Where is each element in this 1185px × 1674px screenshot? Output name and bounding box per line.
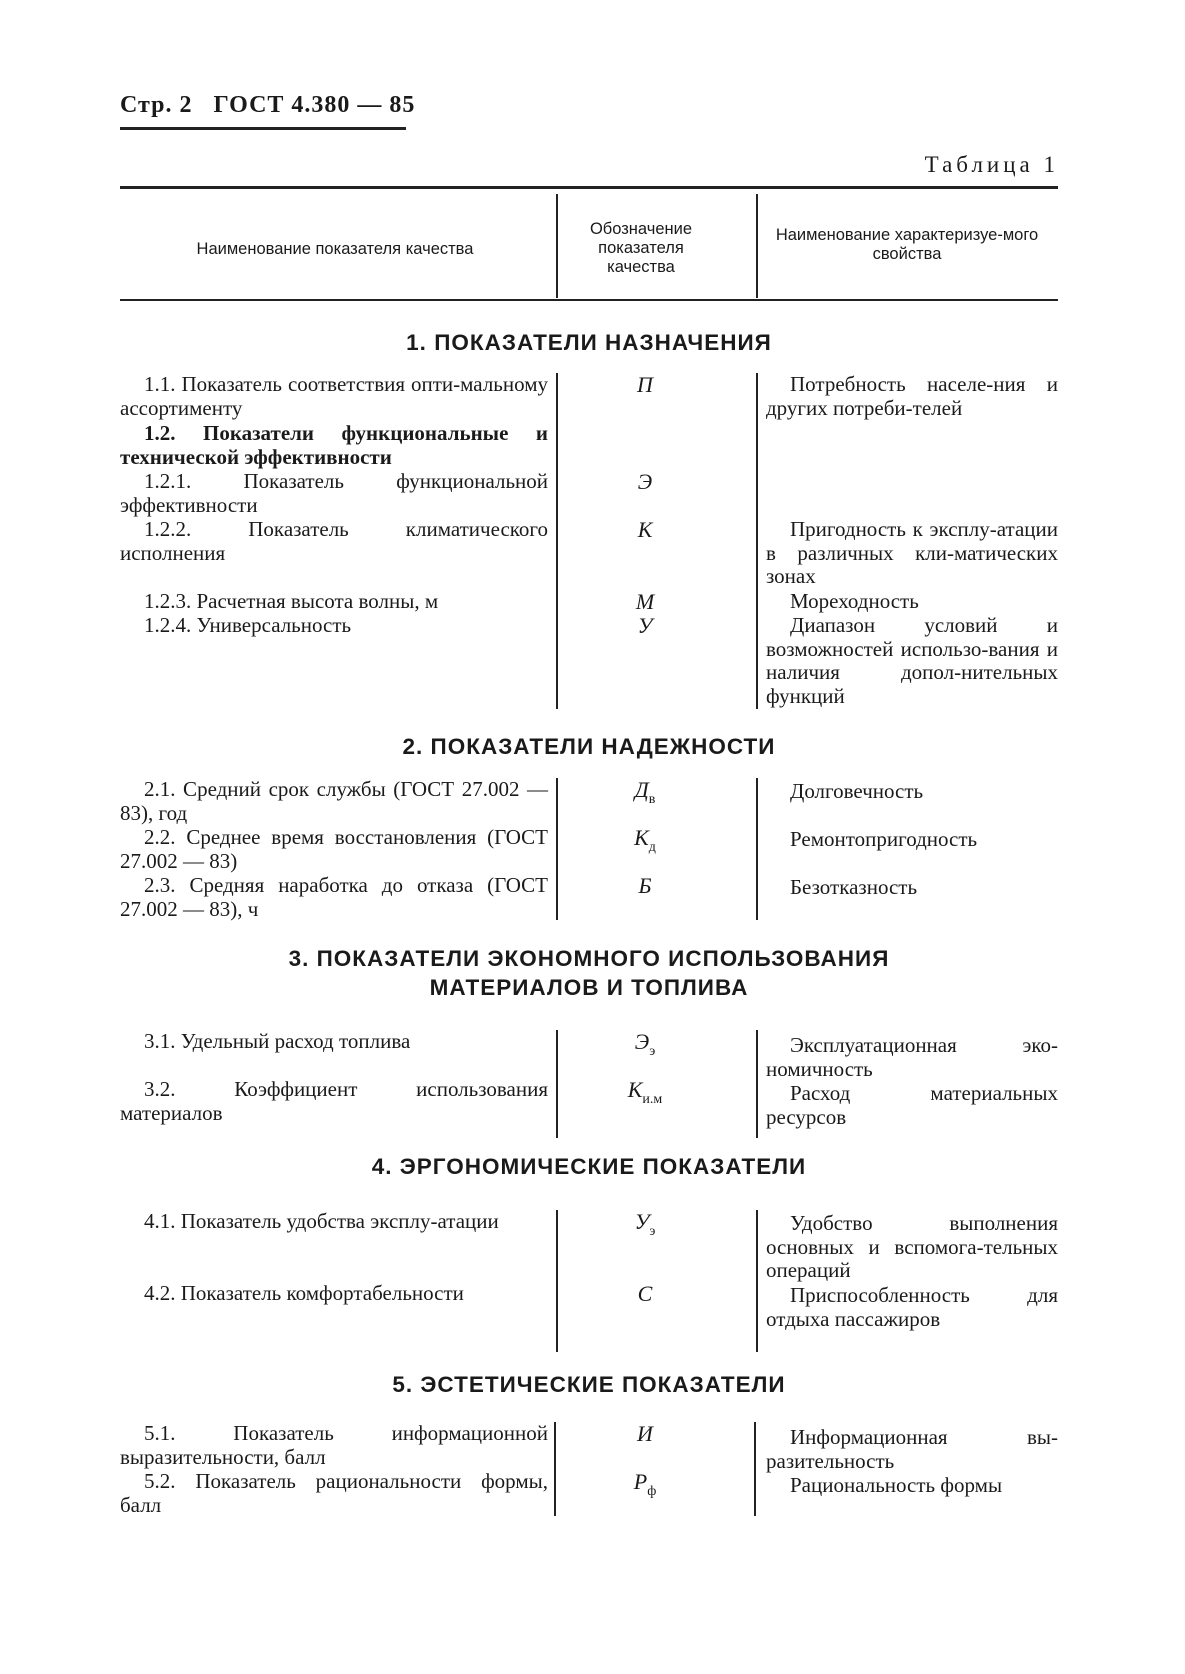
column-divider — [756, 373, 758, 709]
indicator-symbol: П — [637, 372, 653, 397]
indicator-name: 1.2.2. Показатель климатического исполнения — [120, 517, 548, 565]
indicator-symbol: Э — [637, 469, 653, 494]
section-title: 1. ПОКАЗАТЕЛИ НАЗНАЧЕНИЯ — [406, 330, 772, 355]
indicator-property: Ремонтопригодность — [790, 827, 978, 851]
indicator-property: Рациональность формы — [790, 1473, 1003, 1497]
column-divider — [556, 778, 558, 920]
indicator-symbol: $Э_э$ — [634, 1029, 656, 1059]
indicator-property: Приспособленность для отдыха пассажиров — [766, 1283, 1058, 1331]
indicator-symbol: Б — [638, 873, 652, 898]
indicator-name: 1.2.3. Расчетная высота волны, м — [144, 589, 439, 613]
indicator-property: Эксплуатационная эко-номичность — [766, 1033, 1058, 1081]
column-divider — [556, 1210, 558, 1352]
indicator-name: 4.2. Показатель комфортабельности — [144, 1281, 464, 1305]
page-number: Стр. 2 — [120, 92, 193, 118]
indicator-symbol: $К_{и.м}$ — [627, 1077, 663, 1107]
header-divider-right — [756, 194, 758, 298]
page-header — [120, 92, 415, 119]
indicator-name: 2.3. Средняя наработка до отказа (ГОСТ 27.002 — 83), ч — [120, 873, 548, 921]
indicator-name: 3.2. Коэффициент использования материалов — [120, 1077, 548, 1125]
section-title-continued: МАТЕРИАЛОВ И ТОПЛИВА — [429, 975, 749, 1000]
indicator-symbol: $Р_ф$ — [633, 1469, 657, 1499]
indicator-property: Безотказность — [790, 875, 918, 899]
indicator-symbol: У — [637, 613, 653, 638]
column-header-property: Наименование характеризуе-мого свойства — [775, 226, 1039, 263]
section-title: 5. ЭСТЕТИЧЕСКИЕ ПОКАЗАТЕЛИ — [392, 1372, 786, 1397]
table-top-rule — [120, 186, 1058, 189]
header-divider-left — [556, 194, 558, 298]
header-underline — [120, 127, 406, 130]
indicator-property: Информационная вы-разительность — [766, 1425, 1058, 1473]
indicator-name: 5.1. Показатель информационной выразительности, балл — [120, 1421, 548, 1469]
indicator-property: Мореходность — [790, 589, 919, 613]
indicator-property: Потребность населе-ния и других потреби-телей — [766, 372, 1058, 420]
column-header-symbol: Обозначение показателя качества — [589, 220, 693, 276]
indicator-property: Пригодность к эксплу-атации в различных кли-матических зонах — [766, 517, 1058, 589]
indicator-name: 1.2.4. Универсальность — [144, 613, 352, 637]
indicator-property: Диапазон условий и возможностей использо-вания и наличия допол-нительных функций — [766, 613, 1058, 708]
indicator-name: 2.1. Средний срок службы (ГОСТ 27.002 — 83), год — [120, 777, 548, 825]
indicator-symbol: И — [637, 1421, 653, 1446]
table-label: Таблица 1 — [924, 152, 1059, 177]
indicator-name: 1.2.1. Показатель функциональной эффективности — [120, 469, 548, 517]
column-divider — [756, 778, 758, 920]
indicator-group-name: 1.2. Показатели функциональные и технической эффективности — [120, 421, 548, 469]
standard-number: ГОСТ 4.380 — 85 — [213, 92, 416, 118]
indicator-symbol: С — [637, 1281, 653, 1306]
section-title: 2. ПОКАЗАТЕЛИ НАДЕЖНОСТИ — [402, 734, 776, 759]
indicator-name: 2.2. Среднее время восстановления (ГОСТ 27.002 — 83) — [120, 825, 548, 873]
indicator-symbol: М — [635, 589, 655, 614]
column-divider — [556, 1030, 558, 1138]
section-title: 3. ПОКАЗАТЕЛИ ЭКОНОМНОГО ИСПОЛЬЗОВАНИЯ — [288, 946, 890, 971]
column-divider — [754, 1422, 756, 1516]
indicator-property: Удобство выполнения основных и вспомога-тельных операций — [766, 1211, 1058, 1283]
indicator-symbol: $К_д$ — [634, 825, 656, 855]
column-header-name: Наименование показателя качества — [196, 240, 474, 258]
table-header-bottom-rule — [120, 299, 1058, 301]
column-divider — [554, 1422, 556, 1516]
indicator-symbol: $Д_в$ — [634, 777, 656, 807]
column-divider — [756, 1030, 758, 1138]
indicator-name: 4.1. Показатель удобства эксплу-атации — [144, 1209, 499, 1233]
indicator-name: 1.1. Показатель соответствия опти-мальному ассортименту — [120, 372, 548, 420]
indicator-name: 3.1. Удельный расход топлива — [144, 1029, 411, 1053]
column-divider — [556, 373, 558, 709]
indicator-property: Долговечность — [790, 779, 924, 803]
indicator-symbol: $У_э$ — [634, 1209, 656, 1239]
section-title: 4. ЭРГОНОМИЧЕСКИЕ ПОКАЗАТЕЛИ — [371, 1154, 807, 1179]
indicator-symbol: К — [637, 517, 653, 542]
column-divider — [756, 1210, 758, 1352]
indicator-property: Расход материальных ресурсов — [766, 1081, 1058, 1129]
indicator-name: 5.2. Показатель рациональности формы, балл — [120, 1469, 548, 1517]
